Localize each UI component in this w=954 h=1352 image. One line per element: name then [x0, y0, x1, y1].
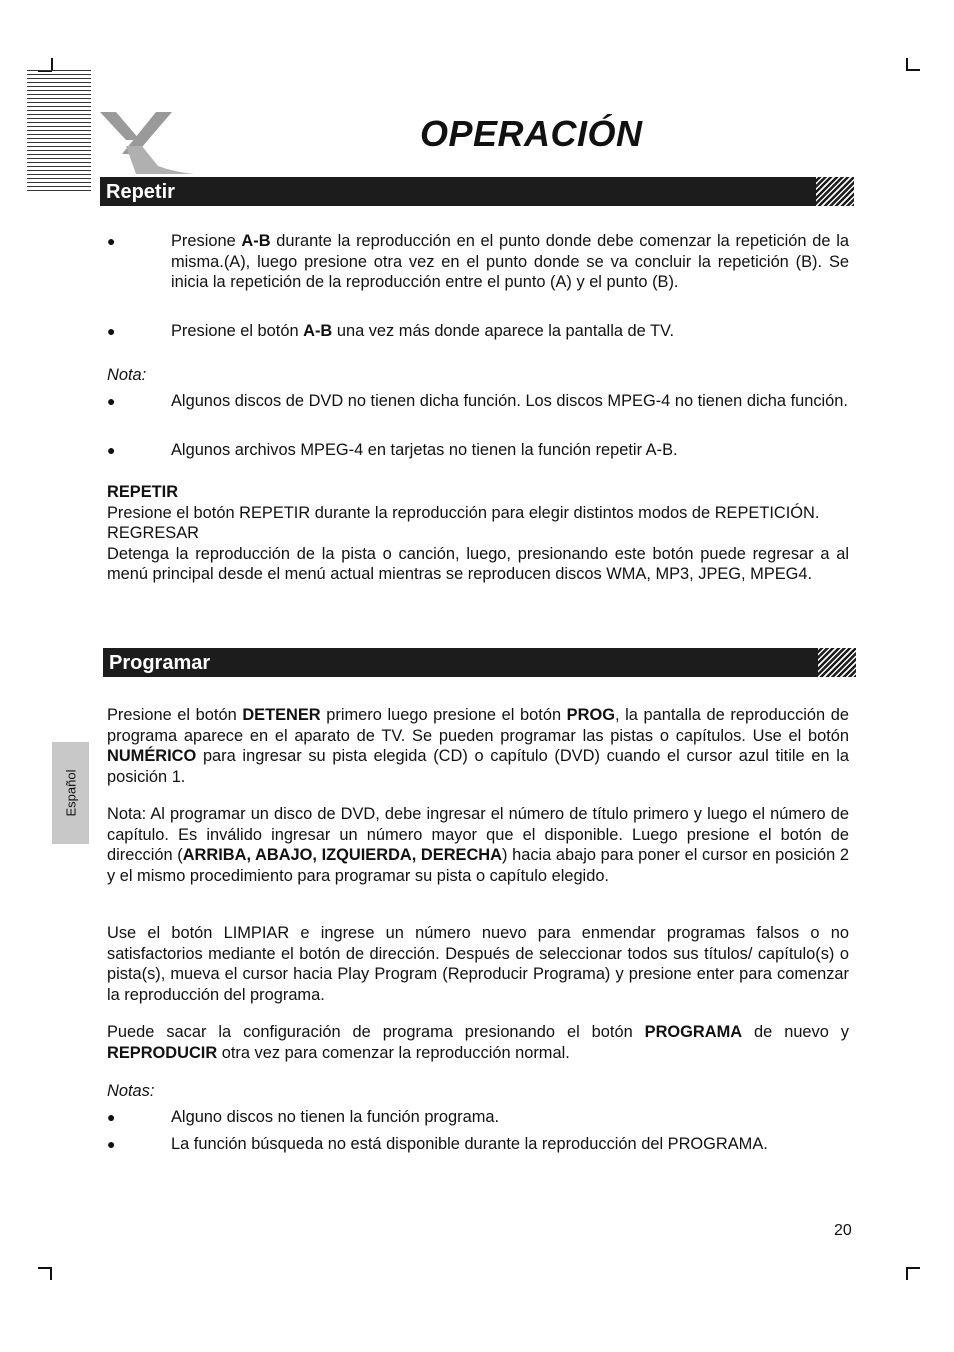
paragraph	[107, 705, 849, 787]
text: Presione el botón	[107, 706, 243, 724]
text-bold: NUMÉRICO	[107, 747, 197, 765]
text-bold: PROGRAMA	[644, 1023, 743, 1041]
list-item	[107, 321, 849, 342]
subheading: REGRESAR	[107, 524, 199, 542]
note-label: Nota:	[107, 366, 147, 384]
text: otra vez para comenzar la reproducción normal.	[217, 1043, 570, 1062]
text: Presione el botón	[171, 322, 304, 340]
heading-hatch	[816, 177, 854, 206]
bullet-icon: ●	[107, 1109, 116, 1125]
text: Alguno discos no tienen la función programa.	[171, 1108, 500, 1126]
brand-logo-icon	[96, 110, 196, 176]
list-item	[107, 1134, 849, 1155]
text: primero luego presione el botón	[320, 706, 567, 724]
bullet-icon: ●	[107, 323, 116, 339]
paragraph: Detenga la reproducción de la pista o canción, luego, presionando este botón puede regresar a al menú principal desde el menú actual mientras se reproducen discos WMA, MP3, JPEG, MPEG4.	[107, 544, 849, 583]
list-item	[107, 391, 849, 412]
paragraph	[107, 1022, 849, 1063]
text: Algunos discos de DVD no tienen dicha función. Los discos MPEG-4 no tienen dicha función.	[171, 392, 848, 410]
list-item	[107, 231, 849, 293]
text: Puede sacar la configuración de programa presionando el botón	[107, 1023, 645, 1041]
text: La función búsqueda no está disponible durante la reproducción del PROGRAMA.	[171, 1135, 768, 1153]
text: Algunos archivos MPEG-4 en tarjetas no tienen la función repetir A-B.	[171, 441, 678, 459]
crop-mark-bl-v	[50, 1267, 52, 1280]
text: durante la reproducción en el punto donde debe comenzar la repetición de la misma.(A), luego presione otra vez en el punto donde se va concluir la repetición (B). Se inicia la repetición de la reproducción entre el punto (A) y el punto (B).	[171, 232, 849, 291]
paragraph: Use el botón LIMPIAR e ingrese un número nuevo para enmendar programas falsos o no satisfactorios mediante el botón de dirección. Después de seleccionar todos sus títulos/ capítulo(s) o pista(s), mueva el cursor hacia Play Program (Reproducir Programa) y presione enter para comenzar la reproducción del programa.	[107, 924, 849, 1004]
repetir-block	[107, 482, 849, 585]
notes-label: Notas:	[107, 1082, 155, 1100]
text-bold: REPRODUCIR	[107, 1043, 218, 1062]
section-heading-text: Programar	[109, 652, 211, 674]
paragraph	[107, 804, 849, 886]
text: Presione	[171, 232, 242, 250]
text: , la pantalla de reproducción de programa aparece en el aparato de TV. Se pueden programar las pistas o capítulos. Use el botón	[107, 706, 849, 745]
language-tab	[52, 742, 89, 844]
text: ) hacia abajo para poner el cursor en posición 2 y el mismo procedimiento para programar su pista o capítulo elegido.	[107, 846, 849, 885]
text: una vez más donde aparece la pantalla de TV.	[332, 322, 674, 340]
list-item	[107, 1107, 849, 1128]
crop-mark-br-v	[906, 1267, 908, 1280]
crop-mark-tr-h	[906, 69, 920, 71]
section-heading-text: Repetir	[106, 181, 175, 203]
page-title: OPERACIÓN	[420, 113, 643, 154]
text-bold: PROG	[566, 706, 615, 724]
language-tab-label: Español	[63, 769, 78, 817]
text-bold: ARRIBA, ABAJO, IZQUIERDA, DERECHA	[182, 846, 502, 864]
bullet-icon: ●	[107, 442, 116, 458]
page-number: 20	[834, 1222, 852, 1239]
bullet-icon: ●	[107, 233, 116, 249]
text-bold: A-B	[241, 232, 271, 250]
crop-mark-br	[906, 1267, 920, 1269]
text: Nota: Al programar un disco de DVD, debe ingresar el número de título primero y luego el número de capítulo. Es inválido ingresar un número mayor que el disponible. Luego presione el botón de dirección (	[107, 805, 849, 864]
subheading: REPETIR	[107, 483, 179, 501]
logo-stripes	[27, 70, 91, 200]
bullet-icon: ●	[107, 393, 116, 409]
heading-hatch	[818, 648, 856, 677]
text-bold: A-B	[303, 322, 333, 340]
paragraph: Presione el botón REPETIR durante la reproducción para elegir distintos modos de REPETICIÓN.	[107, 503, 820, 522]
text: de nuevo y	[742, 1023, 850, 1041]
list-item	[107, 440, 849, 461]
bullet-icon: ●	[107, 1136, 116, 1152]
section-heading-repetir	[100, 177, 854, 206]
text: para ingresar su pista elegida (CD) o capítulo (DVD) cuando el cursor azul titile en la posición 1.	[107, 747, 849, 786]
section-heading-programar	[103, 648, 856, 677]
text-bold: DETENER	[242, 706, 321, 724]
